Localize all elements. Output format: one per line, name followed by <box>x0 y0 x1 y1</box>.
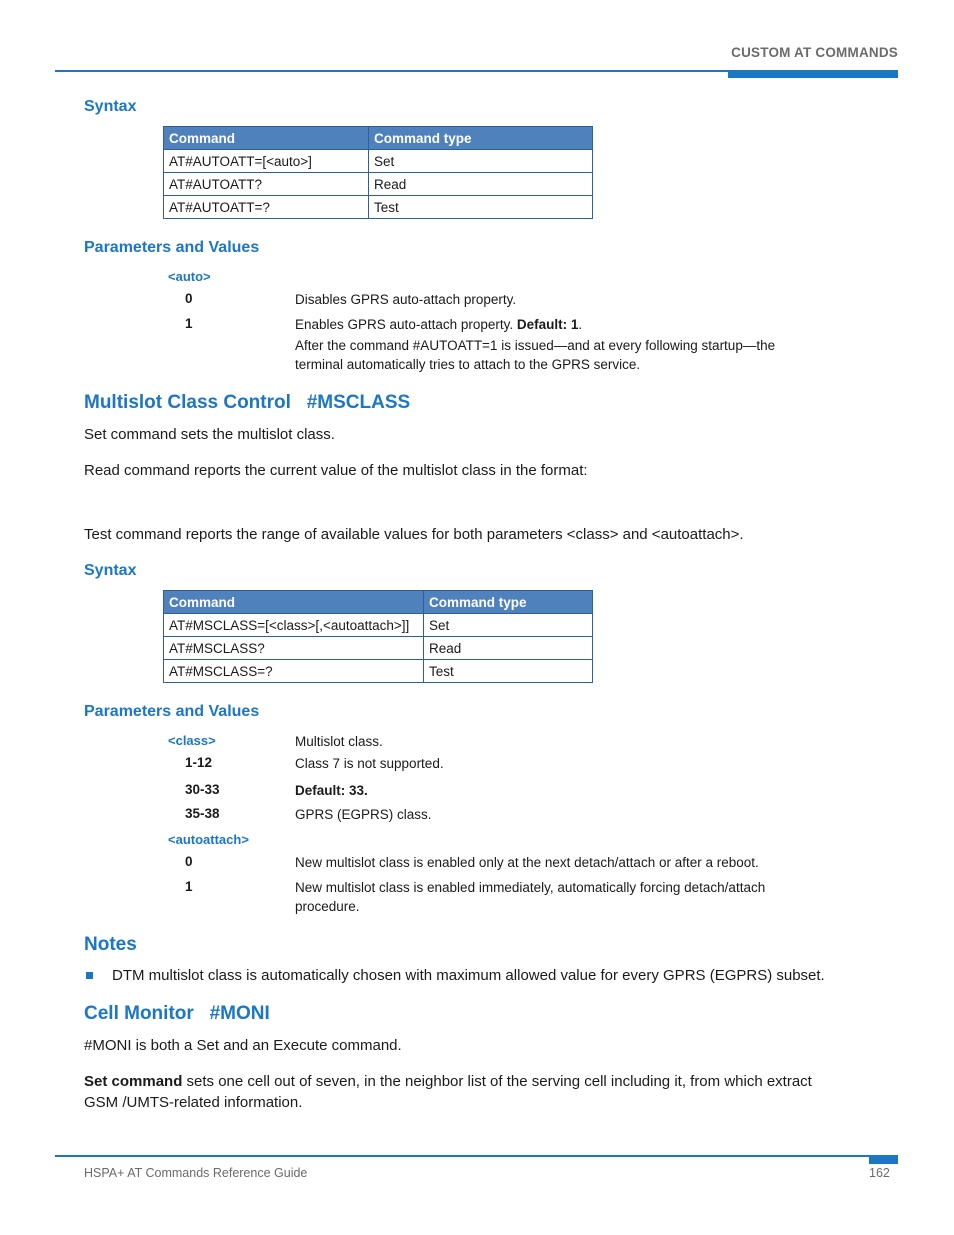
bold-term: Set command <box>84 1073 183 1090</box>
page-number: 162 <box>869 1166 890 1180</box>
paragraph: Read command reports the current value of the multislot class in the format: <box>84 462 588 479</box>
param-name-auto: <auto> <box>168 269 211 284</box>
param-note-line: terminal automatically tries to attach to the GPRS service. <box>295 357 641 372</box>
syntax-heading: Syntax <box>84 98 137 115</box>
column-header-command: Command <box>164 591 424 614</box>
table-header-row <box>164 127 593 150</box>
param-value: 1 <box>185 879 193 894</box>
table-header-row <box>164 591 593 614</box>
msclass-syntax-table <box>163 590 593 683</box>
param-value: 0 <box>185 854 193 869</box>
syntax-heading: Syntax <box>84 562 137 579</box>
param-description <box>295 315 582 334</box>
footer-rule <box>55 1155 898 1157</box>
table-row <box>164 660 593 683</box>
table-cell: AT#AUTOATT=? <box>164 196 369 219</box>
param-note-line: After the command #AUTOATT=1 is issued—and at every following startup—the <box>295 338 776 353</box>
table-cell: Read <box>424 637 593 660</box>
table-cell: Test <box>424 660 593 683</box>
table-cell: Set <box>424 614 593 637</box>
param-value: 1-12 <box>185 755 213 770</box>
running-header: CUSTOM AT COMMANDS <box>731 45 898 60</box>
table-cell: Test <box>369 196 593 219</box>
table-row <box>164 614 593 637</box>
table-cell: AT#AUTOATT=[<auto>] <box>164 150 369 173</box>
section-heading-msclass: Multislot Class Control #MSCLASS <box>84 392 411 413</box>
table-cell: AT#MSCLASS=? <box>164 660 424 683</box>
param-description: New multislot class is enabled immediately, automatically forcing detach/attach <box>295 880 766 895</box>
paragraph: #MONI is both a Set and an Execute command. <box>84 1037 402 1054</box>
parameters-heading: Parameters and Values <box>84 239 260 256</box>
table-row <box>164 637 593 660</box>
param-name-autoattach: <autoattach> <box>168 832 249 847</box>
section-heading-moni: Cell Monitor #MONI <box>84 1003 270 1024</box>
param-value: 30-33 <box>185 782 220 797</box>
column-header-command-type: Command type <box>369 127 593 150</box>
param-description: Multislot class. <box>295 734 383 749</box>
column-header-command-type: Command type <box>424 591 593 614</box>
param-description-default: Default: 33. <box>295 783 368 798</box>
notes-heading: Notes <box>84 934 137 955</box>
param-description: Class 7 is not supported. <box>295 756 444 771</box>
table-row <box>164 196 593 219</box>
footer-doc-title: HSPA+ AT Commands Reference Guide <box>84 1166 308 1180</box>
column-header-command: Command <box>164 127 369 150</box>
bullet-square-icon <box>86 972 93 979</box>
paragraph-text: sets one cell out of seven, in the neighbor list of the serving cell including it, from which extract <box>182 1073 812 1090</box>
paragraph <box>84 1071 812 1092</box>
table-cell: Read <box>369 173 593 196</box>
paragraph: Set command sets the multislot class. <box>84 426 335 443</box>
param-description: Disables GPRS auto-attach property. <box>295 292 517 307</box>
param-value: 0 <box>185 291 193 306</box>
parameters-heading: Parameters and Values <box>84 703 260 720</box>
table-cell: AT#MSCLASS=[<class>[,<autoattach>]] <box>164 614 424 637</box>
note-item: DTM multislot class is automatically chosen with maximum allowed value for every GPRS (EGPRS) subset. <box>112 967 825 984</box>
paragraph-continued: GSM /UMTS-related information. <box>84 1094 303 1111</box>
default-label: Default: 1 <box>516 317 579 332</box>
paragraph: Test command reports the range of available values for both parameters <class> and <autoattach>. <box>84 526 744 543</box>
table-row <box>164 150 593 173</box>
param-description: GPRS (EGPRS) class. <box>295 807 432 822</box>
param-value: 1 <box>185 316 193 331</box>
table-cell: AT#MSCLASS? <box>164 637 424 660</box>
table-cell: Set <box>369 150 593 173</box>
table-row <box>164 173 593 196</box>
param-name-class: <class> <box>168 733 216 748</box>
table-cell: AT#AUTOATT? <box>164 173 369 196</box>
desc-text: Enables GPRS auto-attach property. <box>295 317 517 332</box>
param-description-continued: procedure. <box>295 899 360 914</box>
autoatt-syntax-table <box>163 126 593 219</box>
desc-tail: . <box>578 317 583 332</box>
footer-accent-block <box>869 1155 898 1164</box>
param-value: 35-38 <box>185 806 220 821</box>
header-accent-block <box>728 70 898 78</box>
param-description: New multislot class is enabled only at the next detach/attach or after a reboot. <box>295 855 759 870</box>
